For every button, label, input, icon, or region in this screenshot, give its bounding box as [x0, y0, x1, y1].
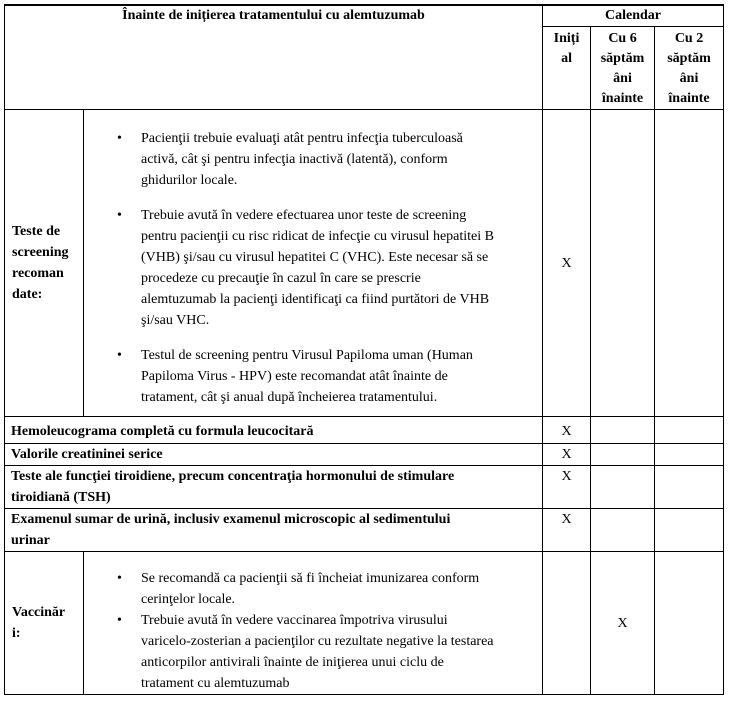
screening-mark-2-weeks [655, 110, 724, 417]
list-item: • Trebuie avută în vedere efectuarea unor teste de screening pentru pacienţii cu risc ridicat de infecţie cu virusul hepatitei B (VHB) şi/sau cu virusul hepatitei C (VHC). Este necesar să se procedeze cu precauţie în cazul în care se prescrie alemtuzumab la pacienţi identificaţi ca fiind purtători de VHB şi/sau VHC. [141, 205, 542, 331]
screening-mark-initial: X [543, 110, 591, 417]
row-mark-2-weeks [655, 509, 724, 552]
row-mark-6-weeks [591, 509, 655, 552]
list-item: • Pacienţii trebuie evaluaţi atât pentru infecţia tuberculoasă activă, cât şi pentru infecţia inactivă (latentă), conform ghidurilor locale. [141, 128, 542, 191]
row-mark-initial: X [543, 417, 591, 444]
bullet-icon: • [117, 613, 122, 628]
vaccination-details [84, 552, 543, 695]
row-creatinina: Valorile creatininei serice [5, 444, 543, 466]
screening-details [84, 110, 543, 417]
bullet-icon: • [117, 571, 122, 586]
vaccination-label: Vaccinăr i: [5, 552, 84, 695]
header-title: Înainte de inițierea tratamentului cu alemtuzumab [5, 5, 543, 110]
screening-mark-6-weeks [591, 110, 655, 417]
row-mark-6-weeks [591, 417, 655, 444]
calendar-header: Calendar [543, 5, 724, 27]
row-urina: Examenul sumar de urină, inclusiv examenul microscopic al sedimentului urinar [5, 509, 543, 552]
screening-label: Teste de screening recoman date: [5, 110, 84, 417]
col-initial: Iniți al [543, 27, 591, 110]
row-mark-2-weeks [655, 466, 724, 509]
list-item: • Testul de screening pentru Virusul Papiloma uman (Human Papiloma Virus - HPV) este recomandat atât înainte de tratament, cât şi anual după încheierea tratamentului. [141, 345, 542, 408]
row-mark-initial: X [543, 466, 591, 509]
row-mark-6-weeks [591, 466, 655, 509]
bullet-icon: • [117, 208, 122, 223]
vaccination-mark-initial [543, 552, 591, 695]
list-item: • Se recomandă ca pacienţii să fi încheiat imunizarea conform cerinţelor locale. [141, 568, 542, 610]
row-mark-6-weeks [591, 444, 655, 466]
row-mark-initial: X [543, 444, 591, 466]
row-mark-initial: X [543, 509, 591, 552]
list-item: • Trebuie avută în vedere vaccinarea împotriva virusului varicelo-zosterian a pacienţilor cu rezultate negative la testarea anticorpilor antivirali înainte de iniţierea unui ciclu de tratament cu alemtuzumab [141, 610, 542, 694]
row-mark-2-weeks [655, 417, 724, 444]
col-2-weeks: Cu 2 săptăm âni înainte [655, 27, 724, 110]
row-mark-2-weeks [655, 444, 724, 466]
vaccination-mark-6-weeks: X [591, 552, 655, 695]
alemtuzumab-pretreatment-table [4, 4, 724, 695]
row-tiroida: Teste ale funcţiei tiroidiene, precum concentraţia hormonului de stimulare tiroidiană (TSH) [5, 466, 543, 509]
vaccination-mark-2-weeks [655, 552, 724, 695]
bullet-icon: • [117, 348, 122, 363]
row-hemoleucograma: Hemoleucograma completă cu formula leucocitară [5, 417, 543, 444]
bullet-icon: • [117, 131, 122, 146]
col-6-weeks: Cu 6 săptăm âni înainte [591, 27, 655, 110]
